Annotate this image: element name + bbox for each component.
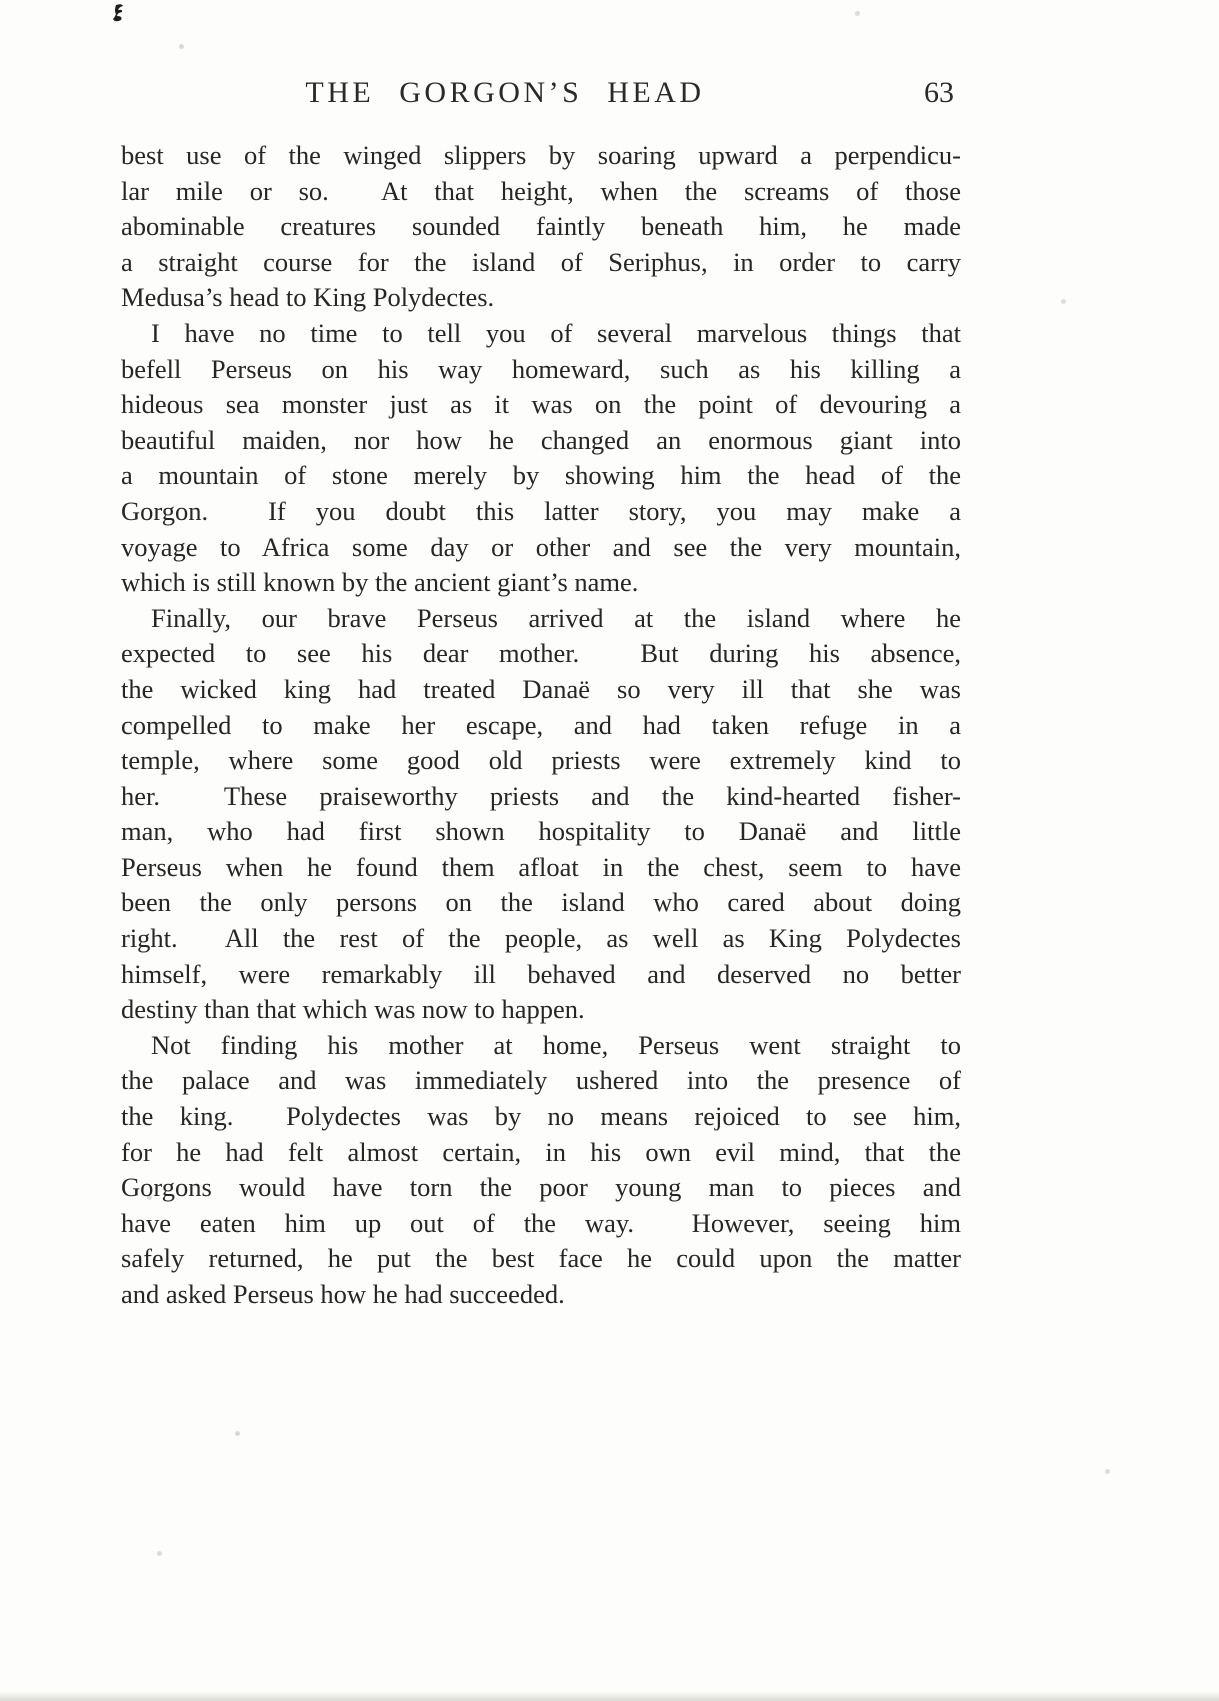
running-title: THE GORGON’S HEAD (305, 76, 705, 109)
text-line: compelled to make her escape, and had taken refuge in a (121, 709, 961, 740)
text-line: befell Perseus on his way homeward, such as his killing a (121, 353, 961, 384)
text-line: himself, were remarkably ill behaved and deserved no better (121, 958, 961, 989)
text-line: Not finding his mother at home, Perseus went straight to (151, 1029, 961, 1060)
text-line: her. These praiseworthy priests and the kind-hearted fisher- (121, 780, 961, 811)
text-line: been the only persons on the island who cared about doing (121, 887, 961, 918)
text-line: have eaten him up out of the way. However, seeing him (121, 1207, 961, 1238)
text-line: destiny than that which was now to happen. (121, 994, 585, 1025)
text-line: Finally, our brave Perseus arrived at the island where he (151, 602, 961, 633)
scan-speck (0, 0, 3, 3)
text-line: Medusa’s head to King Polydectes. (121, 282, 495, 313)
text-line: abominable creatures sounded faintly beneath him, he made (121, 211, 961, 242)
text-line: safely returned, he put the best face he could upon the matter (121, 1243, 961, 1274)
text-line: voyage to Africa some day or other and see the very mountain, (121, 531, 961, 562)
text-line: for he had felt almost certain, in his own evil mind, that the (121, 1136, 961, 1167)
text-line: a mountain of stone merely by showing him the head of the (121, 460, 961, 491)
text-line: man, who had first shown hospitality to Danaë and little (121, 816, 961, 847)
text-line: Gorgon. If you doubt this latter story, you may make a (121, 495, 961, 526)
text-line: lar mile or so. At that height, when the screams of those (121, 175, 961, 206)
page-bottom-edge (0, 1691, 1219, 1701)
text-line: hideous sea monster just as it was on the point of devouring a (121, 389, 961, 420)
text-line: right. All the rest of the people, as well as King Polydectes (121, 923, 961, 954)
text-line: I have no time to tell you of several marvelous things that (151, 317, 961, 348)
ink-smudge-icon (110, 3, 128, 25)
text-line: expected to see his dear mother. But during his absence, (121, 638, 961, 669)
text-line: temple, where some good old priests were extremely kind to (121, 745, 961, 776)
text-line: a straight course for the island of Seriphus, in order to carry (121, 246, 961, 277)
text-line: Perseus when he found them afloat in the chest, seem to have (121, 851, 961, 882)
page-number: 63 (924, 76, 954, 109)
text-line: Gorgons would have torn the poor young man to pieces and (121, 1172, 961, 1203)
page-header (120, 76, 960, 116)
body-text (121, 138, 961, 1313)
text-line: the wicked king had treated Danaë so very ill that she was (121, 673, 961, 704)
text-line: the king. Polydectes was by no means rejoiced to see him, (121, 1101, 961, 1132)
text-line: best use of the winged slippers by soaring upward a perpendicu- (121, 140, 961, 170)
text-line: which is still known by the ancient giant’s name. (121, 567, 639, 598)
text-line: beautiful maiden, nor how he changed an enormous giant into (121, 424, 961, 455)
text-line: and asked Perseus how he had succeeded. (121, 1279, 565, 1309)
text-line: the palace and was immediately ushered into the presence of (121, 1065, 961, 1096)
